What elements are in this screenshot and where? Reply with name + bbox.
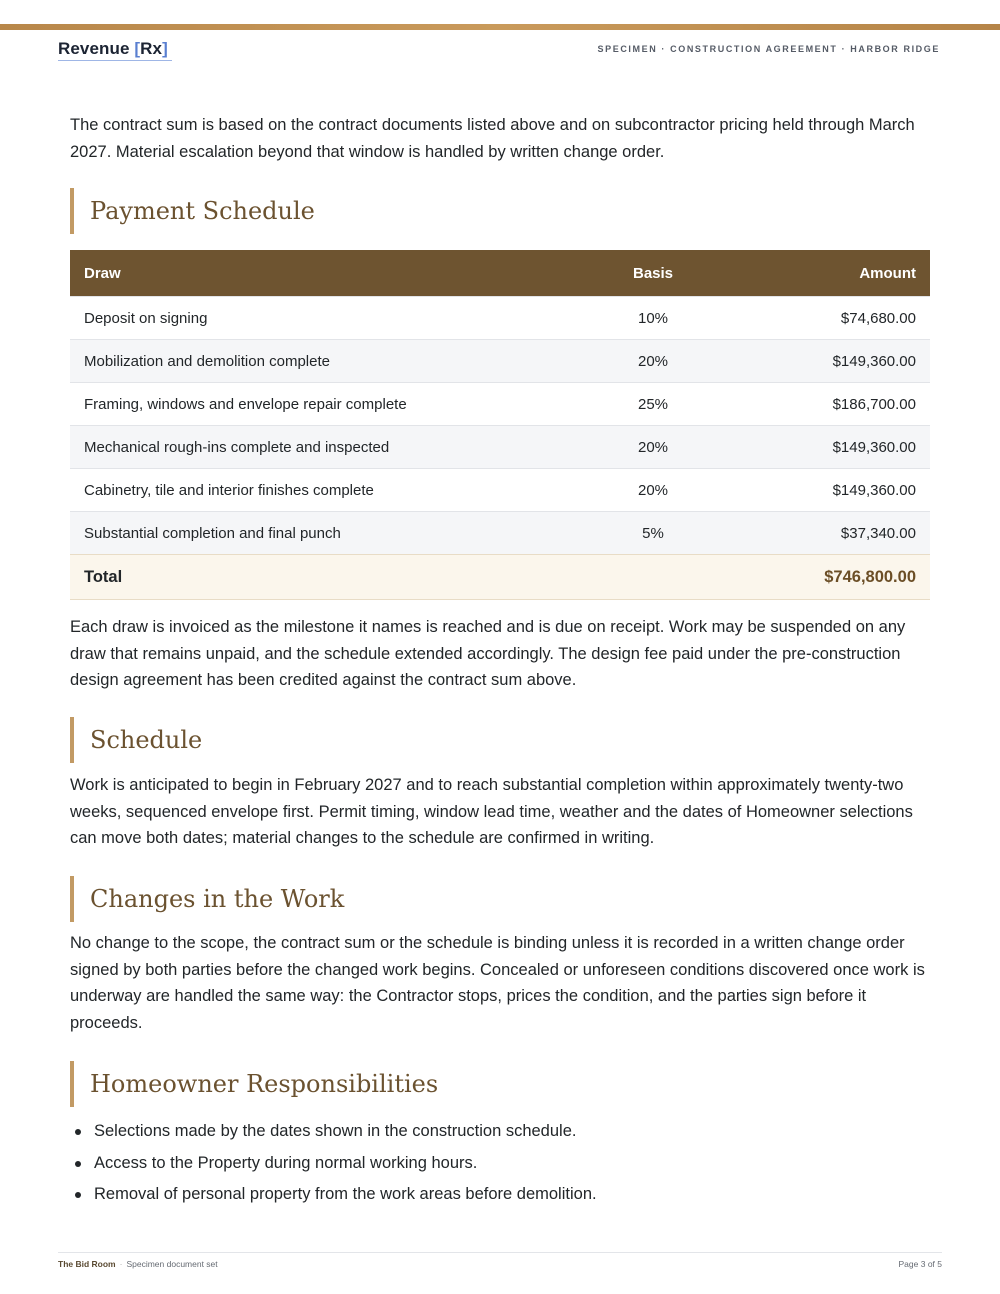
total-label: Total [70,555,584,600]
schedule-section [70,772,930,852]
page-number: Page 3 of 5 [898,1259,942,1269]
table-row [70,340,930,383]
list-item: Selections made by the dates shown in the construction schedule. [74,1116,597,1148]
column-header-draw: Draw [70,250,584,297]
footer-subtitle: Specimen document set [126,1259,218,1269]
responsibilities-list [74,1116,597,1211]
intro-paragraph: The contract sum is based on the contract documents listed above and on subcontractor pricing held through March 2027. Material escalation beyond that window is handled by written change order. [70,116,915,161]
column-header-amount: Amount [722,250,930,297]
draw-cell: Cabinetry, tile and interior finishes complete [70,469,584,512]
draw-cell: Substantial completion and final punch [70,512,584,555]
basis-cell: 20% [584,340,722,383]
amount-cell: $149,360.00 [722,469,930,512]
payment-note-paragraph: Each draw is invoiced as the milestone it names is reached and is due on receipt. Work may be suspended on any draw that remains unpaid, and the schedule extended accordingly. The design fee paid under the pre-construction design agreement has been credited against the contract sum above. [70,618,906,689]
basis-cell: 25% [584,383,722,426]
draw-cell: Framing, windows and envelope repair complete [70,383,584,426]
page-header [58,36,940,62]
footer-brand: The Bid Room [58,1259,116,1269]
basis-cell: 20% [584,426,722,469]
table-row [70,297,930,340]
responsibilities-heading: Homeowner Responsibilities [70,1061,438,1107]
changes-paragraph: No change to the scope, the contract sum or the schedule is binding unless it is recorded in a written change order signed by both parties before the changed work begins. Concealed or unforeseen conditions discovered once work is underway are handled the same way: the Contractor stops, prices the condition, and the parties sign before it proceeds. [70,934,925,1032]
top-accent-bar [0,24,1000,30]
amount-cell: $149,360.00 [722,340,930,383]
amount-cell: $149,360.00 [722,426,930,469]
logo-rx: Rx [140,39,163,58]
payment-note-section [70,614,930,694]
draw-cell: Mechanical rough-ins complete and inspected [70,426,584,469]
logo-open-bracket: [ [134,39,141,58]
table-header-row [70,250,930,297]
table-row [70,469,930,512]
basis-cell: 20% [584,469,722,512]
basis-cell: 5% [584,512,722,555]
total-amount: $746,800.00 [722,555,930,600]
changes-heading: Changes in the Work [70,876,344,922]
amount-cell: $74,680.00 [722,297,930,340]
payment-schedule-heading: Payment Schedule [70,188,315,234]
page-footer [58,1259,942,1269]
intro-section [70,112,930,165]
document-meta: SPECIMEN · CONSTRUCTION AGREEMENT · HARBOR RIDGE [597,44,940,54]
total-basis-cell [584,555,722,600]
brand-logo[interactable] [58,39,168,59]
draw-cell: Mobilization and demolition complete [70,340,584,383]
column-header-basis: Basis [584,250,722,297]
list-item: Access to the Property during normal working hours. [74,1148,597,1180]
basis-cell: 10% [584,297,722,340]
total-row [70,555,930,600]
draw-cell: Deposit on signing [70,297,584,340]
logo-underline [58,60,172,61]
logo-close-bracket: ] [162,39,168,58]
schedule-heading: Schedule [70,717,202,763]
schedule-paragraph: Work is anticipated to begin in February 2027 and to reach substantial completion within approximately twenty-two weeks, sequenced envelope first. Permit timing, window lead time, weather and the dates of Homeowner selections can move both dates; material changes to the schedule are confirmed in writing. [70,776,913,847]
changes-section [70,930,930,1036]
table-row [70,383,930,426]
footer-divider [58,1252,942,1253]
amount-cell: $186,700.00 [722,383,930,426]
amount-cell: $37,340.00 [722,512,930,555]
logo-text: Revenue [58,39,130,58]
table-row [70,512,930,555]
payment-schedule-table [70,250,930,600]
footer-left [58,1259,218,1269]
list-item: Removal of personal property from the work areas before demolition. [74,1179,597,1211]
footer-separator: · [119,1259,123,1269]
table-row [70,426,930,469]
